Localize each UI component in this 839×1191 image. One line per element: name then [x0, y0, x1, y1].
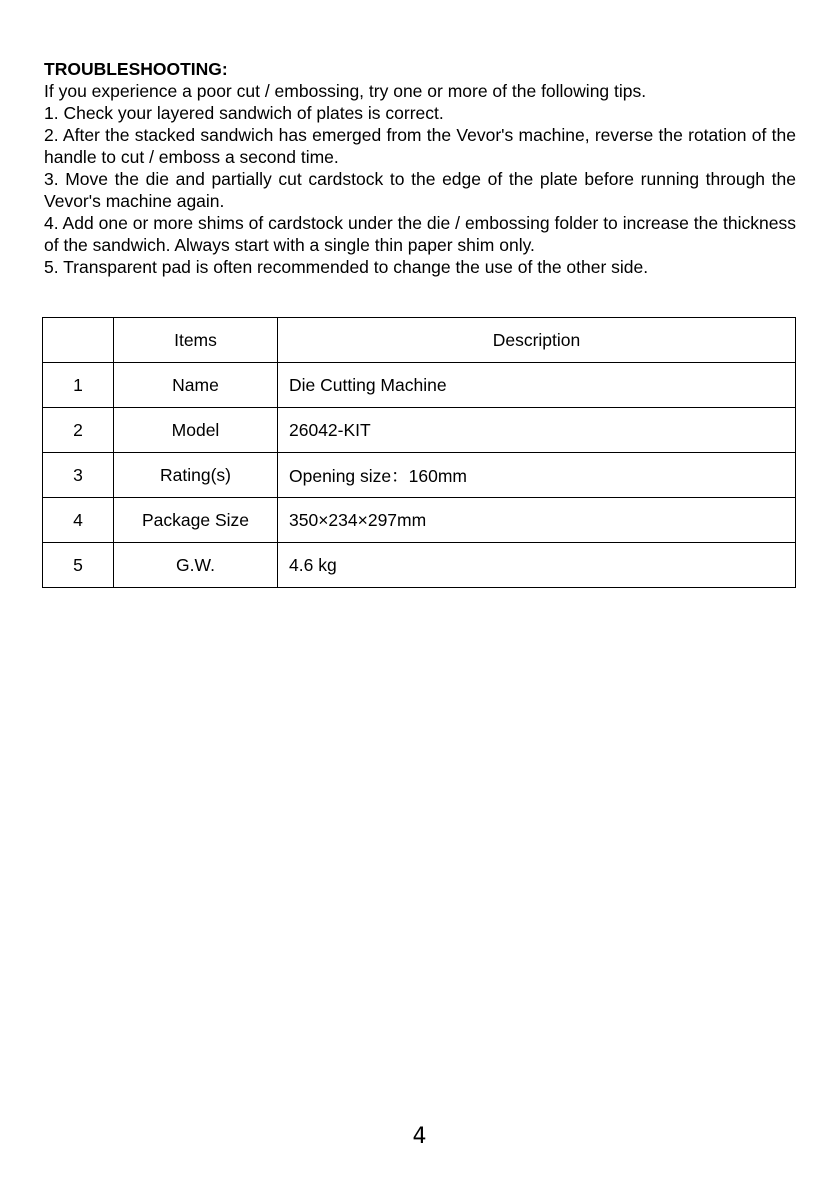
row-number: 5 — [43, 543, 114, 588]
page-number: 4 — [412, 1124, 427, 1149]
row-description: Die Cutting Machine — [278, 363, 796, 408]
troubleshooting-intro: If you experience a poor cut / embossing, try one or more of the following tips. — [44, 81, 647, 101]
row-item: Package Size — [114, 498, 278, 543]
table-row — [43, 498, 796, 543]
row-item: Model — [114, 408, 278, 453]
table-header-row — [43, 318, 796, 363]
specification-table — [42, 317, 796, 588]
row-number: 2 — [43, 408, 114, 453]
row-item: Rating(s) — [114, 453, 278, 498]
troubleshooting-heading: TROUBLESHOOTING: — [44, 59, 228, 79]
tip-1: 1. Check your layered sandwich of plates is correct. — [44, 103, 444, 123]
tip-4: 4. Add one or more shims of cardstock under the die / embossing folder to increase the thickness of the sandwich. Always start with a single thin paper shim only. — [44, 213, 796, 255]
table-row — [43, 543, 796, 588]
row-item: Name — [114, 363, 278, 408]
row-description: 26042-KIT — [278, 408, 796, 453]
header-description: Description — [278, 318, 796, 363]
table-row — [43, 363, 796, 408]
tip-2: 2. After the stacked sandwich has emerged from the Vevor's machine, reverse the rotation of the handle to cut / emboss a second time. — [44, 125, 796, 167]
header-items: Items — [114, 318, 278, 363]
row-description: 4.6 kg — [278, 543, 796, 588]
row-number: 1 — [43, 363, 114, 408]
header-number — [43, 318, 114, 363]
table-row — [43, 453, 796, 498]
tip-5: 5. Transparent pad is often recommended to change the use of the other side. — [44, 257, 649, 277]
row-description: Opening size：160mm — [278, 453, 796, 498]
troubleshooting-section — [44, 58, 796, 278]
row-item: G.W. — [114, 543, 278, 588]
tip-3: 3. Move the die and partially cut cardstock to the edge of the plate before running through the Vevor's machine again. — [44, 169, 796, 211]
row-description: 350×234×297mm — [278, 498, 796, 543]
table-row — [43, 408, 796, 453]
row-number: 3 — [43, 453, 114, 498]
row-number: 4 — [43, 498, 114, 543]
